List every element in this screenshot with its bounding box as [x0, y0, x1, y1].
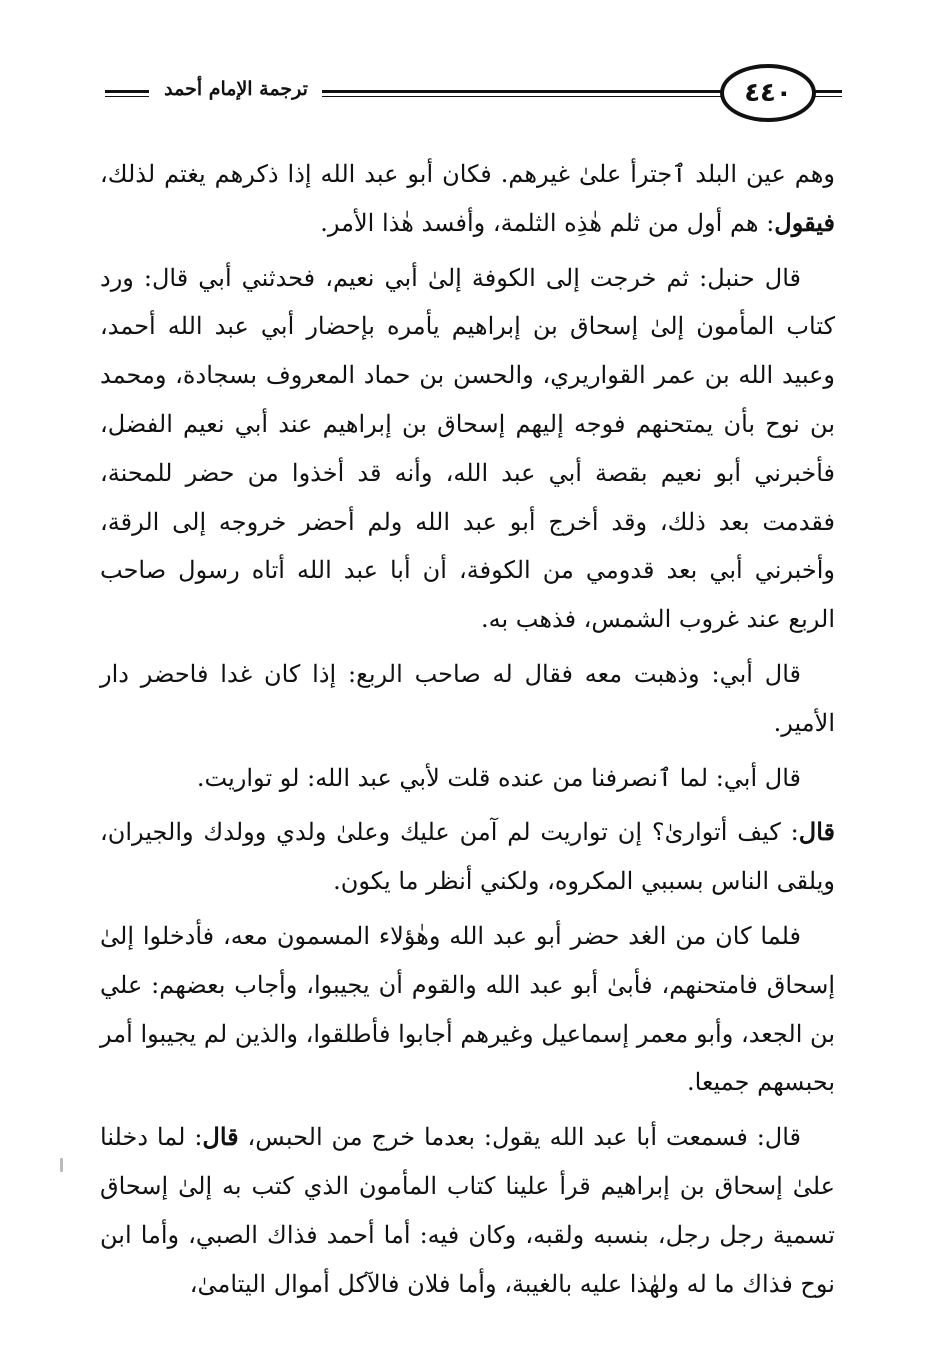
text-run: وهم عين البلد ٱجترأ علىٰ غيرهم. فكان أبو عبد الله إذا ذكرهم يغتم لذلك،	[100, 160, 835, 188]
text-run: قال حنبل: ثم خرجت إلى الكوفة إلىٰ أبي نعيم، فحدثني أبي قال: ورد كتاب المأمون إلىٰ إسحاق بن إبراهيم يأمره بإحضار أبي عبد الله أحمد، وعبيد الله بن عمر القواريري، والحسن بن حماد المعروف بسجادة، ومحمد بن نوح بأن يمتحنهم فوجه إليهم إسحاق بن إبراهيم عند أبي نعيم الفضل، فأخبرني أبو نعيم بقصة أبي عبد الله، وأنه قد أخذوا من حضر للمحنة، فقدمت بعد ذلك، وقد أخرج أبو عبد الله ولم أحضر خروجه إلى الرقة، وأخبرني أبي بعد قدومي من الكوفة، أن أبا عبد الله أتاه رسول صاحب الربع عند غروب الشمس، فذهب به.	[100, 263, 835, 634]
text-run: قال أبي: وذهبت معه فقال له صاحب الربع: إذا كان غدا فاحضر دار الأمير.	[100, 659, 835, 737]
text-run: قال أبي: لما ٱنصرفنا من عنده قلت لأبي عبد الله: لو تواريت.	[196, 763, 801, 792]
text-run: : هم أول من ثلم هٰذِه الثلمة، وأفسد هٰذا الأمر.	[320, 208, 775, 237]
header-rule-middle	[322, 90, 722, 97]
page-number: ٤٤٠	[744, 78, 792, 108]
paragraph	[100, 1113, 835, 1308]
paragraph	[100, 150, 835, 248]
paragraph	[100, 650, 835, 748]
speaker-label: فيقول	[774, 207, 835, 237]
speaker-label: قال	[202, 1122, 239, 1152]
text-run: : لما دخلنا علىٰ إسحاق بن إبراهيم قرأ علينا كتاب المأمون الذي كتب به إلىٰ إسحاق تسمية رجل رجل، بنسبه ولقبه، وكان فيه: أما أحمد فذاك الصبي، وأما ابن نوح فذاك ما له ولهٰذا عليه بالغيبة، وأما فلان فالآكل أموال اليتامىٰ،	[100, 1123, 835, 1298]
header-rule-right	[812, 90, 842, 97]
paragraph	[100, 754, 835, 803]
text-run: قال: فسمعت أبا عبد الله يقول: بعدما خرج من الحبس،	[238, 1123, 801, 1152]
text-run: : كيف أتوارىٰ؟ إن تواريت لم آمن عليك وعلىٰ ولدي وولدك والجيران، ويلقى الناس بسببي المكروه، ولكني أنظر ما يكون.	[100, 818, 835, 896]
scan-artifact	[60, 1158, 63, 1172]
body-text	[100, 150, 835, 1308]
header-rule-left	[105, 90, 149, 97]
page-header	[100, 64, 840, 126]
paragraph	[100, 254, 835, 644]
paragraph	[100, 808, 835, 906]
running-title: ترجمة الإمام أحمد	[164, 78, 308, 100]
speaker-label: قال	[798, 817, 835, 847]
page-number-oval	[720, 64, 816, 122]
text-run: فلما كان من الغد حضر أبو عبد الله وهٰؤلاء المسمون معه، فأدخلوا إلىٰ إسحاق فامتحنهم، فأبىٰ أبو عبد الله والقوم أن يجيبوا، وأجاب بعضهم: علي بن الجعد، وأبو معمر إسماعيل وغيرهم أجابوا فأطلقوا، والذين لم يجيبوا أمر بحبسهم جميعا.	[100, 921, 835, 1097]
paragraph	[100, 912, 835, 1107]
